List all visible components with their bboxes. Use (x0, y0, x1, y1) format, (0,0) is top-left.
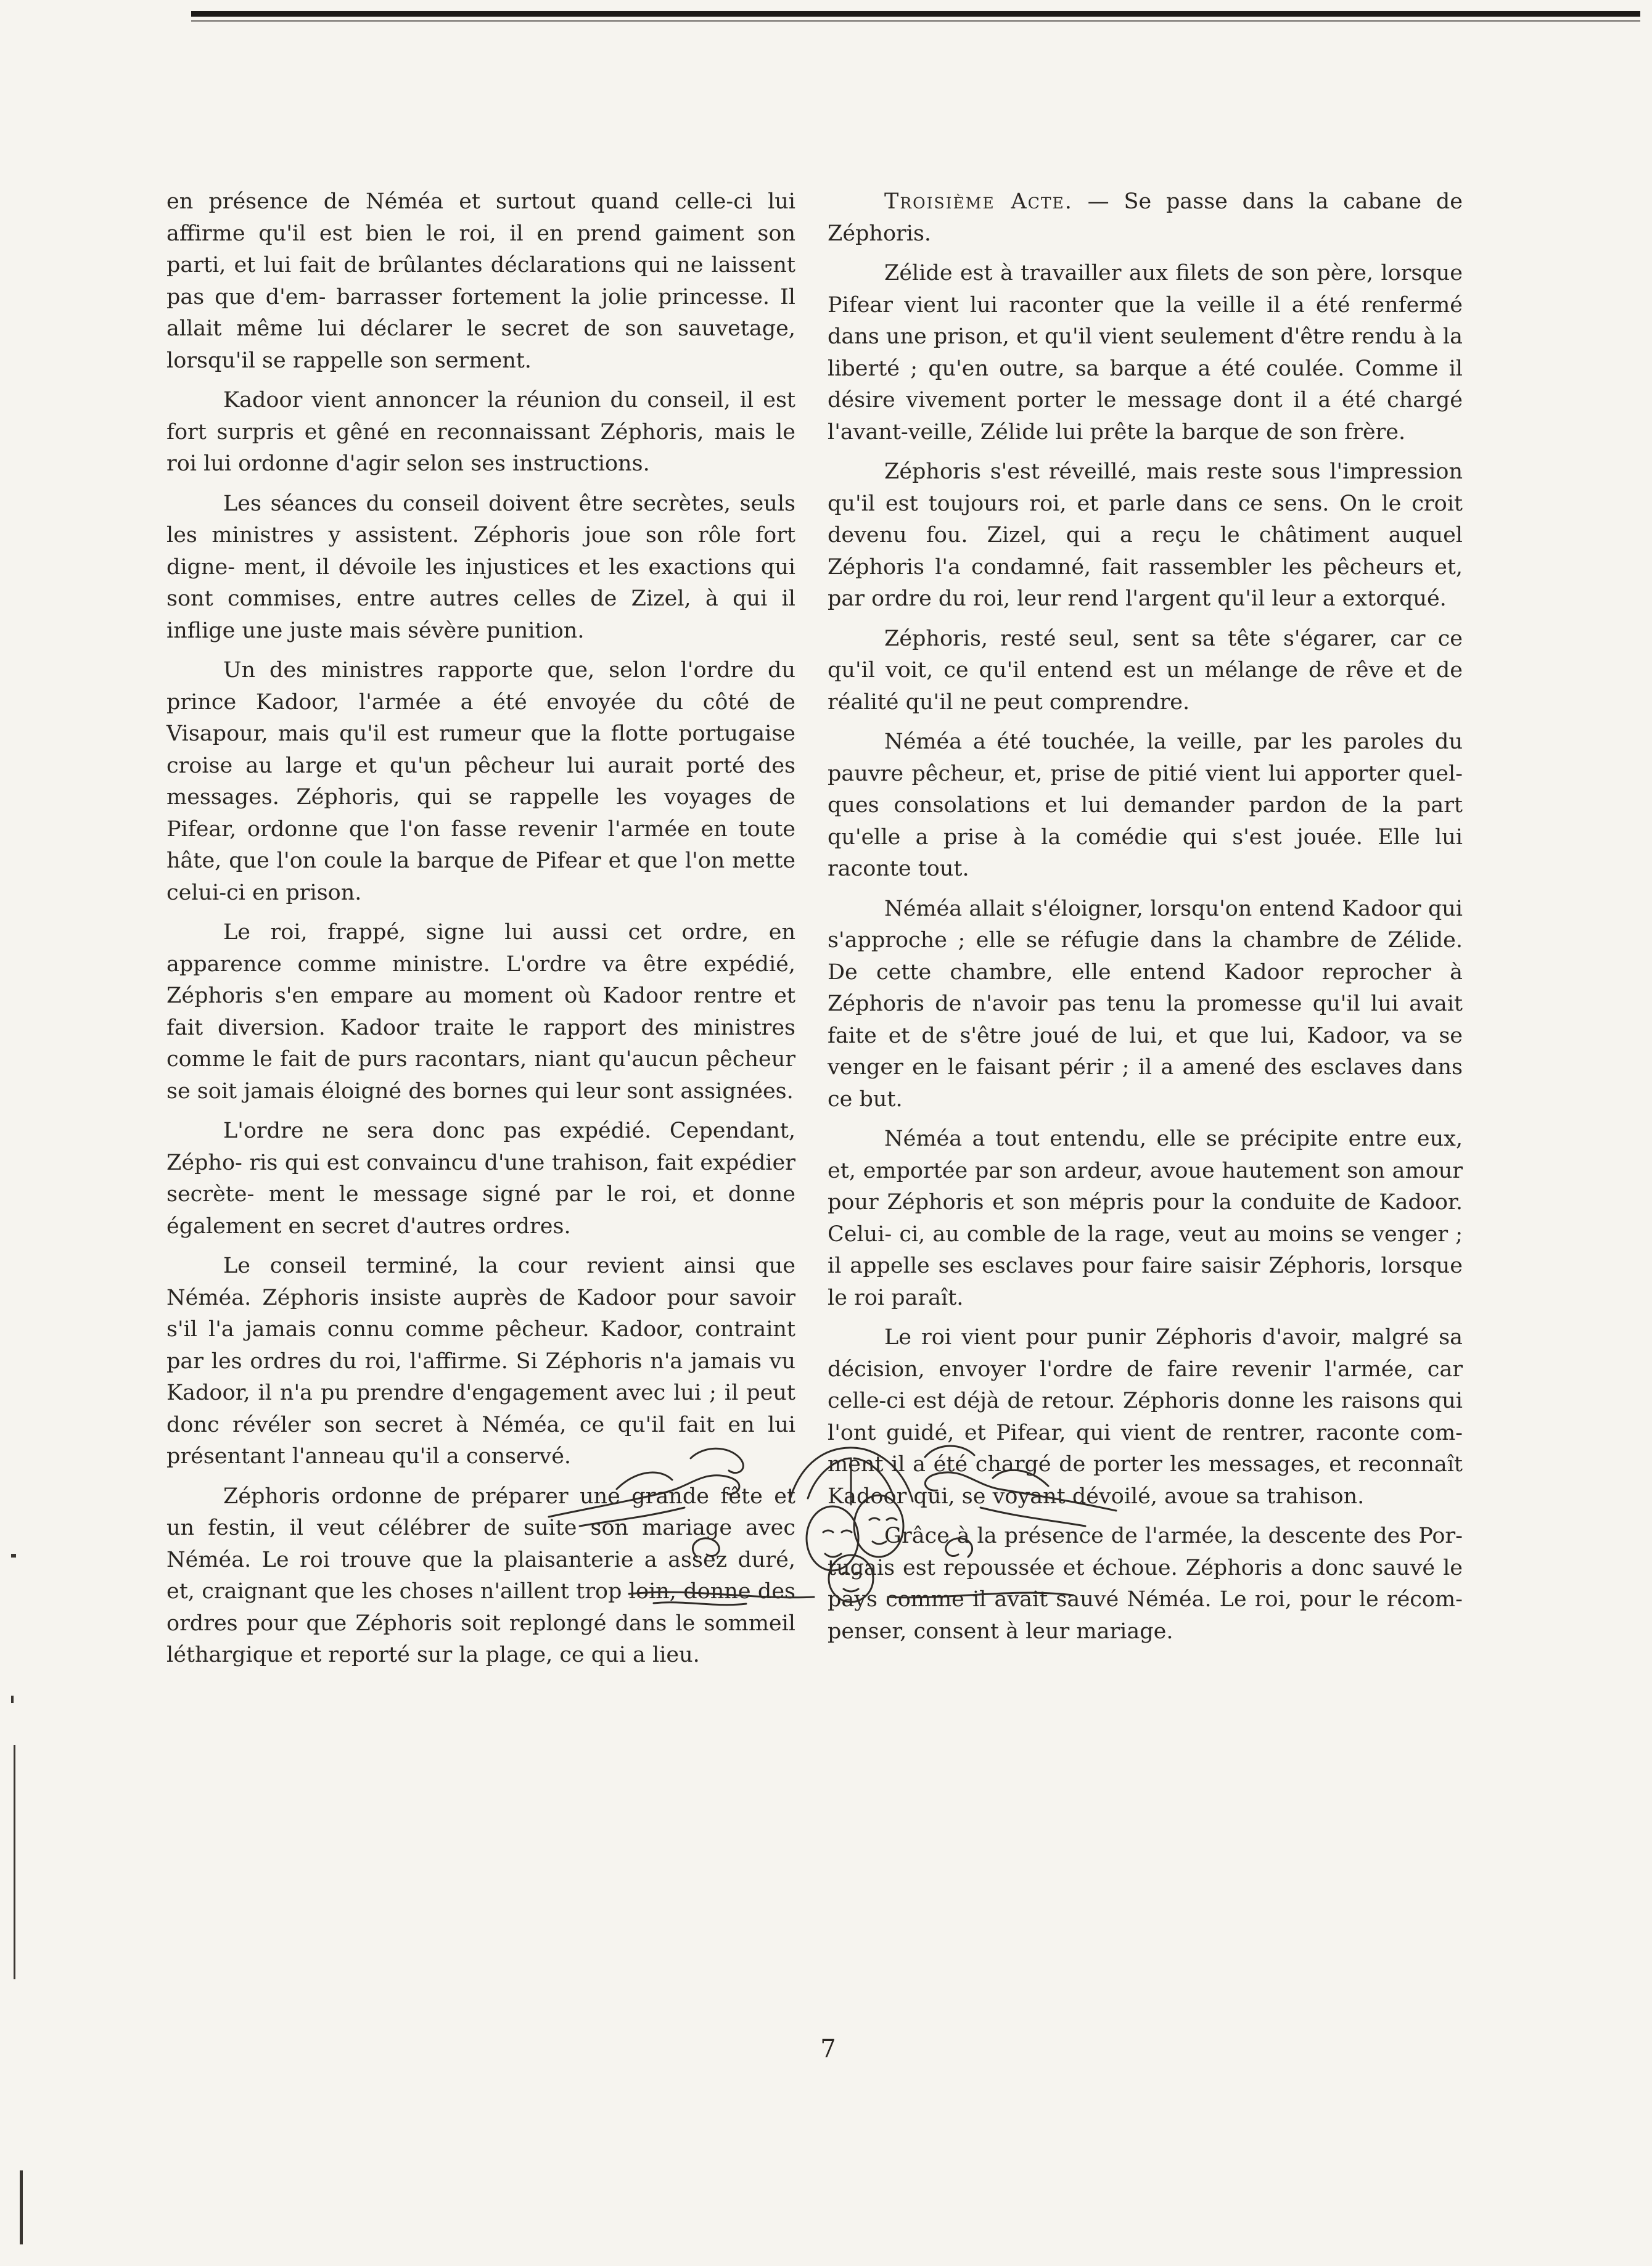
paragraph: Néméa a été touchée, la veille, par les paroles du pauvre pêcheur, et, prise de pitié vient lui apporter quel- ques consolations et lui demander pardon de la part qu'elle a prise à la comédie qui s'est jouée. Elle lui raconte tout. (828, 729, 1463, 881)
margin-line (20, 2170, 23, 2244)
act-heading: Troisième Acte. (884, 189, 1073, 214)
top-border-thin-rule (191, 20, 1640, 22)
top-border-rule (191, 11, 1640, 17)
paragraph: Zéphoris s'est réveillé, mais reste sous l'impression qu'il est toujours roi, et parle dans ce sens. On le croit devenu fou. Zizel, qui a reçu le châtiment auquel Zéphoris l'a condamné, fait rassembler les pêcheurs et, par ordre du roi, leur rend l'argent qu'il leur a extorqué. (828, 459, 1463, 611)
decorative-vignette-icon (543, 1434, 1122, 1612)
page-number: 7 (820, 2035, 836, 2063)
paragraph: Zéphoris, resté seul, sent sa tête s'égarer, car ce qu'il voit, ce qu'il entend est un mélange de rêve et de réalité qu'il ne peut comprendre. (828, 626, 1463, 715)
paragraph: Kadoor vient annoncer la réunion du conseil, il est fort surpris et gêné en reconnaissant Zéphoris, mais le roi lui ordonne d'agir selon ses instructions. (166, 388, 795, 476)
paragraph: Zélide est à travailler aux filets de son père, lorsque Pifear vient lui raconter que la veille il a été renfermé dans une prison, et qu'il vient seulement d'être rendu à la liberté ; qu'en outre, sa barque a été coulée. Comme il désire vivement porter le message dont il a été chargé l'avant-veille, Zélide lui prête la barque de son frère. (828, 261, 1463, 445)
paragraph: en présence de Néméa et surtout quand celle-ci lui affirme qu'il est bien le roi, il en prend gaiment son parti, et lui fait de brûlantes déclarations qui ne laissent pas que d'em- barrasser fortement la jolie princesse. Il allait même lui déclarer le secret de son sauvetage, lorsqu'il se rappelle son serment. (166, 189, 795, 373)
paragraph: L'ordre ne sera donc pas expédié. Cependant, Zépho- ris qui est convaincu d'une trahison, fait expédier secrète- ment le message signé par le roi, et donne également en secret d'autres ordres. (166, 1119, 795, 1239)
paragraph: Néméa allait s'éloigner, lorsqu'on entend Kadoor qui s'approche ; elle se réfugie dans la chambre de Zélide. De cette chambre, elle entend Kadoor reprocher à Zéphoris de n'avoir pas tenu la promesse qu'il lui avait faite et de s'être joué de lui, et que lui, Kadoor, va se venger en le faisant périr ; il a amené des esclaves dans ce but. (828, 896, 1463, 1112)
paragraph: Le roi vient pour punir Zéphoris d'avoir, malgré sa décision, envoyer l'ordre de faire revenir l'armée, car celle-ci est déjà de retour. Zéphoris donne les raisons qui l'ont guidé, et Pifear, qui vient de rentrer, raconte com- ment il a été chargé de porter les messages, et reconnaît Kadoor qui, se voyant dévoilé, avoue sa trahison. (828, 1325, 1463, 1509)
paragraph: Un des ministres rapporte que, selon l'ordre du prince Kadoor, l'armée a été envoyée du côté de Visapour, mais qu'il est rumeur que la flotte portugaise croise au large et qu'un pêcheur lui aurait porté des messages. Zéphoris, qui se rappelle les voyages de Pifear, ordonne que l'on fasse revenir l'armée en toute hâte, que l'on coule la barque de Pifear et que l'on mette celui-ci en prison. (166, 658, 795, 905)
paragraph: Grâce à la présence de l'armée, la descente des Por- tugais est repoussée et échoue. Zéphoris a donc sauvé le pays comme il avait sauvé Néméa. Le roi, pour le récom- penser, consent à leur mariage. (828, 1524, 1463, 1644)
margin-speck (11, 1696, 14, 1703)
paragraph: Zéphoris ordonne de préparer une grande fête et un festin, il veut célébrer de suite son mariage avec Néméa. Le roi trouve que la plaisanterie a assez duré, et, craignant que les choses n'aillent trop loin, donne des ordres pour que Zéphoris soit replongé dans le sommeil léthargique et reporté sur la plage, ce qui a lieu. (166, 1484, 795, 1667)
margin-speck (11, 1554, 16, 1558)
paragraph: Les séances du conseil doivent être secrètes, seuls les ministres y assistent. Zéphoris joue son rôle fort digne- ment, il dévoile les injustices et les exactions qui sont commises, entre autres celles de Zizel, à qui il inflige une juste mais sévère punition. (166, 491, 795, 643)
act-heading-rest: — Se passe dans la cabane de Zéphoris. (828, 189, 1463, 246)
act-heading-paragraph (828, 186, 1463, 250)
paragraph: Le conseil terminé, la cour revient ainsi que Néméa. Zéphoris insiste auprès de Kadoor pour savoir s'il l'a jamais connu comme pêcheur. Kadoor, contraint par les ordres du roi, l'affirme. Si Zéphoris n'a jamais vu Kadoor, il n'a pu prendre d'engagement avec lui ; il peut donc révéler son secret à Néméa, ce qu'il fait en lui présentant l'anneau qu'il a conservé. (166, 1254, 795, 1469)
paragraph: Néméa a tout entendu, elle se précipite entre eux, et, emportée par son ardeur, avoue hautement son amour pour Zéphoris et son mépris pour la conduite de Kadoor. Celui- ci, au comble de la rage, veut au moins se venger ; il appelle ses esclaves pour faire saisir Zéphoris, lorsque le roi paraît. (828, 1127, 1463, 1310)
paragraph: Le roi, frappé, signe lui aussi cet ordre, en apparence comme ministre. L'ordre va être expédié, Zéphoris s'en empare au moment où Kadoor rentre et fait diversion. Kadoor traite le rapport des ministres comme le fait de purs racontars, niant qu'aucun pêcheur se soit jamais éloigné des bornes qui leur sont assignées. (166, 920, 795, 1104)
margin-line (14, 1745, 15, 1979)
